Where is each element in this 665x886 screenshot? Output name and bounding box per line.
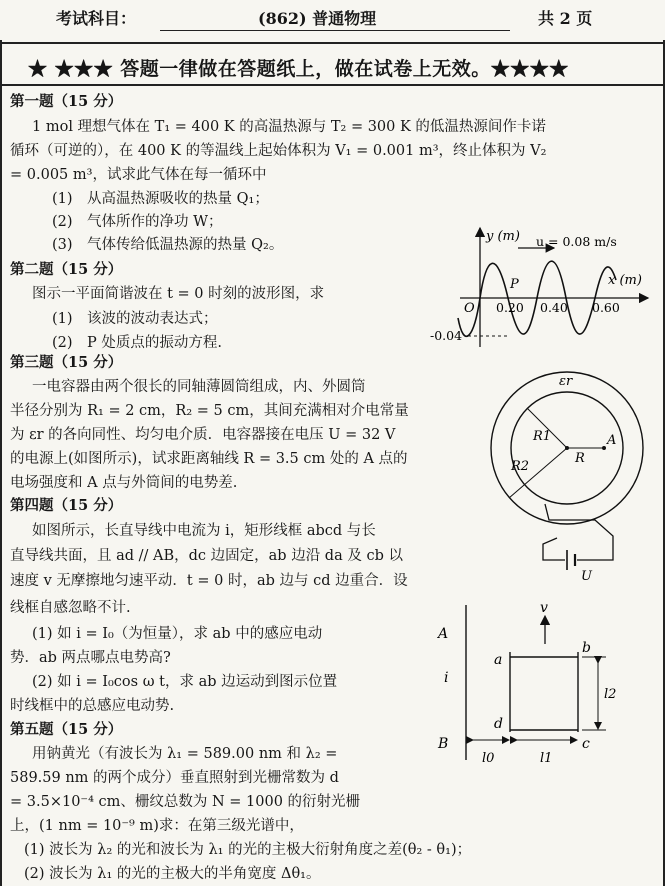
corner-d: d <box>494 716 503 732</box>
q4-part2-line-2: 时线框中的总感应电动势. <box>10 698 175 714</box>
capacitor-figure <box>487 368 662 583</box>
q5-line-3: = 3.5×10⁻⁴ cm、栅纹总数为 N = 1000 的衍射光栅 <box>10 794 361 810</box>
banner-text: ★ ★★★ 答题一律做在答题纸上，做在试卷上无效。★★★★ <box>28 58 569 80</box>
subject-label: 考试科目： <box>56 9 137 28</box>
q1-line-3: = 0.005 m³，试求此气体在每一循环中 <box>10 167 267 183</box>
q3-line-2: 半径分别为 R₁ = 2 cm，R₂ = 5 cm，其间充满相对介电常量 <box>10 403 409 419</box>
y-axis-label: y (m) <box>486 229 520 244</box>
q5-line-1: 用钠黄光（有波长为 λ₁ = 589.00 nm 和 λ₂ = <box>32 746 338 762</box>
q1-line-2: 循环（可逆的），在 400 K 的等温线上起始体积为 V₁ = 0.001 m³，终止体积为 V₂ <box>10 143 547 159</box>
tick-0-60: 0.60 <box>592 300 620 315</box>
epsilon-label: εr <box>559 374 573 389</box>
x-axis-label: x (m) <box>608 273 642 288</box>
q1-item-1: (1) 从高温热源吸收的热量 Q₁； <box>52 191 269 207</box>
tick-0-40: 0.40 <box>540 300 568 315</box>
q2-item-1: (1) 该波的波动表达式； <box>52 311 218 327</box>
r1-label: R1 <box>533 429 552 444</box>
corner-a: a <box>494 652 503 668</box>
frame-right <box>663 40 665 886</box>
q5-item-2: (2) 波长为 λ₁ 的光的主极大的半角宽度 Δθ₁。 <box>24 866 321 882</box>
frame-left <box>0 40 2 886</box>
q5-item-1: (1) 波长为 λ₂ 的光和波长为 λ₁ 的光的主极大衍射角度之差(θ₂ - θ₁)； <box>24 842 472 858</box>
q2-item-2: (2) P 处质点的振动方程. <box>52 335 223 351</box>
subject-underline <box>160 30 510 31</box>
induction-figure <box>430 600 630 770</box>
speed-label: u = 0.08 m/s <box>536 234 617 249</box>
corner-c: c <box>582 736 590 752</box>
r-label: R <box>575 451 585 466</box>
q1-line-1: 1 mol 理想气体在 T₁ = 400 K 的高温热源与 T₂ = 300 K 的低温热源间作卡诺 <box>32 119 546 135</box>
l2-label: l2 <box>604 687 617 702</box>
wire-lower <box>543 538 565 560</box>
point-a <box>602 446 606 450</box>
q5-line-4: 上，(1 nm = 10⁻⁹ m)求：在第三级光谱中， <box>10 818 304 834</box>
current-label: i <box>444 670 449 686</box>
q3-line-5: 电场强度和 A 点与外筒间的电势差. <box>10 475 238 491</box>
r2-label: R2 <box>511 459 530 474</box>
voltage-label: U <box>581 569 592 583</box>
l1-label: l1 <box>540 751 553 766</box>
wave-curve <box>458 261 616 336</box>
tick-0-20: 0.20 <box>496 300 524 315</box>
q1-item-2: (2) 气体所作的净功 W； <box>52 214 223 230</box>
subject-value: (862) 普通物理 <box>258 9 377 28</box>
q5-title: 第五题（15 分） <box>10 721 123 738</box>
q2-title: 第二题（15 分） <box>10 261 123 278</box>
q4-line-1: 如图所示，长直导线中电流为 i，矩形线框 abcd 与长 <box>32 523 376 539</box>
q4-part2-line-1: (2) 如 i = I₀cos ω t，求 ab 边运动到图示位置 <box>32 674 338 690</box>
q4-line-4: 线框自感忽略不计. <box>10 600 131 616</box>
q4-part1-line-1: (1) 如 i = I₀（为恒量），求 ab 中的感应电动 <box>32 626 323 642</box>
banner-top-rule <box>0 42 665 44</box>
banner-bottom-rule <box>0 84 665 86</box>
q2-line-1: 图示一平面简谐波在 t = 0 时刻的波形图，求 <box>32 286 325 302</box>
q4-title: 第四题（15 分） <box>10 497 123 514</box>
wire-upper <box>545 504 613 560</box>
total-pages: 共 2 页 <box>538 9 593 28</box>
wave-figure <box>430 222 655 352</box>
l0-label: l0 <box>482 751 495 766</box>
origin-label: O <box>464 301 475 316</box>
q3-title: 第三题（15 分） <box>10 354 123 371</box>
q5-line-2: 589.59 nm 的两个成分）垂直照射到光栅常数为 d <box>10 770 339 786</box>
a-label: A <box>607 433 617 448</box>
corner-b: b <box>582 640 591 656</box>
q1-title: 第一题（15 分） <box>10 93 123 110</box>
q4-line-2: 直导线共面，且 ad // AB，dc 边固定，ab 边沿 da 及 cb 以 <box>10 548 403 564</box>
point-p-label: P <box>510 277 519 292</box>
q4-line-3: 速度 v 无摩擦地匀速平动．t = 0 时，ab 边与 cd 边重合．设 <box>10 573 408 589</box>
q3-line-1: 一电容器由两个很长的同轴薄圆筒组成，内、外圆筒 <box>32 379 366 395</box>
q4-part1-line-2: 势．ab 两点哪点电势高? <box>10 650 171 666</box>
wire-label-a-upper: A <box>438 626 449 642</box>
q3-line-4: 的电源上(如图所示)，试求距离轴线 R = 3.5 cm 处的 A 点的 <box>10 451 408 467</box>
q3-line-3: 为 εr 的各向同性、均匀电介质．电容器接在电压 U = 32 V <box>10 427 396 443</box>
wire-label-b-upper: B <box>438 736 449 752</box>
neg-amplitude-label: -0.04 <box>430 328 463 343</box>
q1-item-3: (3) 气体传给低温热源的热量 Q₂。 <box>52 237 284 253</box>
velocity-label: v <box>540 600 548 616</box>
